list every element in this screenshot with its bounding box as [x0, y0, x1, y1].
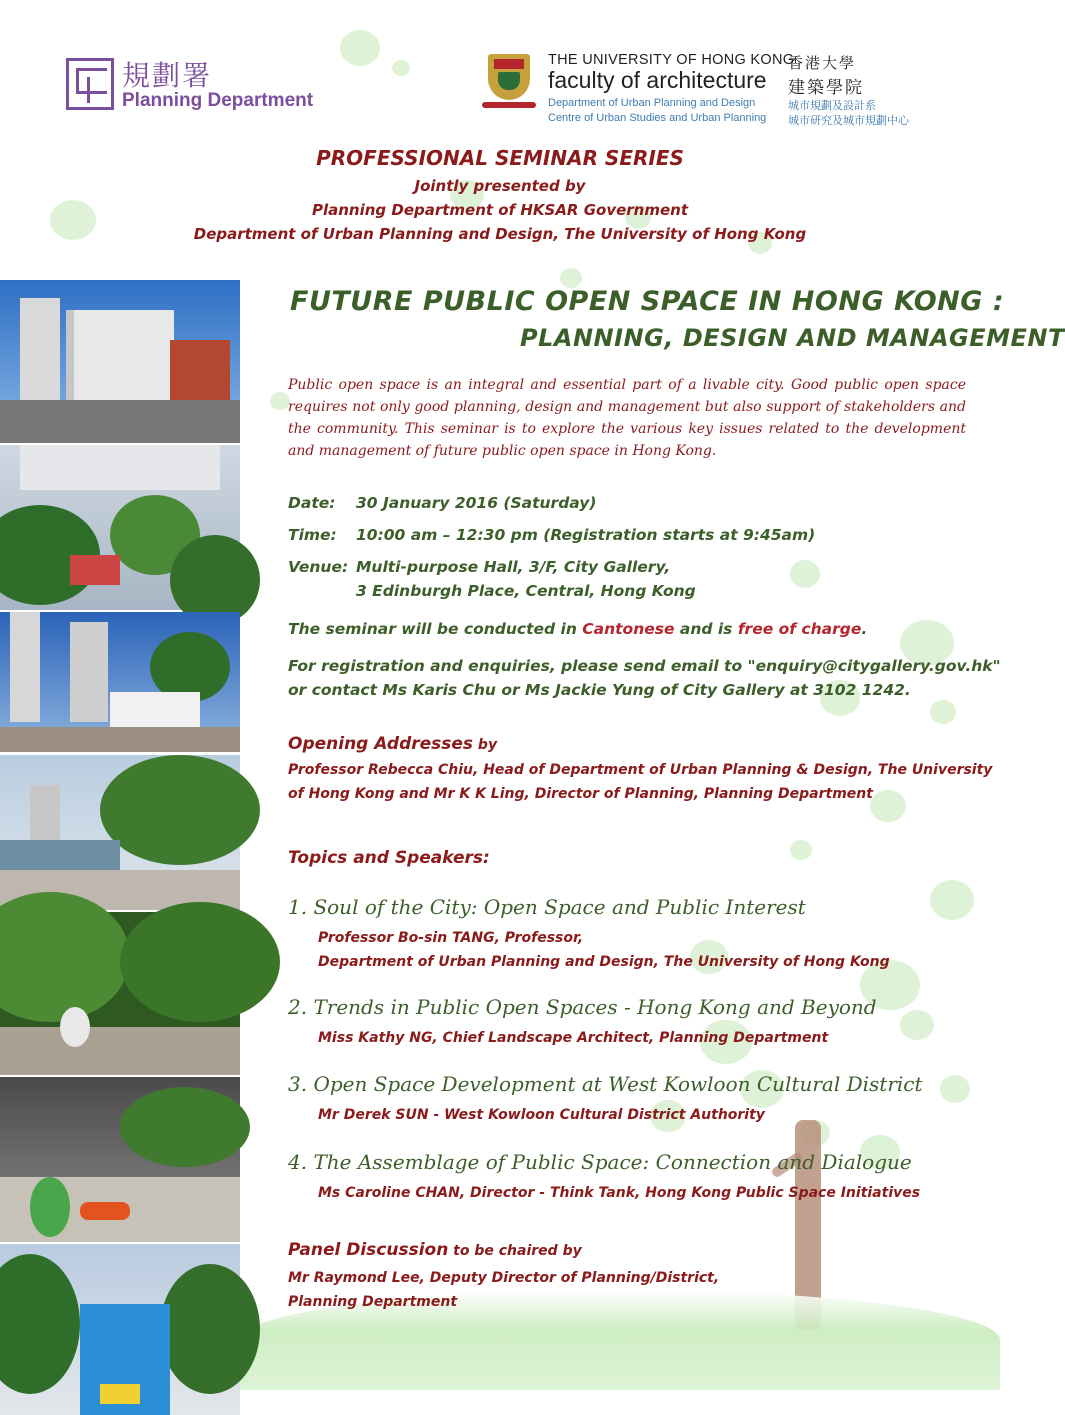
topic-1-title: 1. Soul of the City: Open Space and Public Interest [288, 895, 806, 919]
language-text-end: . [861, 620, 868, 638]
venue-line-2: 3 Edinburgh Place, Central, Hong Kong [356, 582, 696, 600]
topics-heading: Topics and Speakers: [288, 848, 490, 868]
panel-chair-line-2: Planning Department [288, 1294, 458, 1310]
photo-building [0, 280, 240, 443]
hku-chinese-faculty: 建築學院 [788, 78, 864, 98]
seminar-subtitle: PLANNING, DESIGN AND MANAGEMENT [520, 324, 1065, 352]
topic-4-speaker: Ms Caroline CHAN, Director - Think Tank, Hong Kong Public Space Initiatives [318, 1185, 921, 1201]
registration-line-1: For registration and enquiries, please send email to "enquiry@citygallery.gov.hk" [288, 657, 1001, 675]
opening-line-2: of Hong Kong and Mr K K Ling, Director of Planning, Planning Department [288, 786, 873, 802]
date-label: Date: [288, 494, 336, 512]
opening-heading-suffix: by [473, 737, 498, 753]
venue-label: Venue: [288, 558, 349, 576]
language-text-mid: and is [674, 620, 738, 638]
hku-chinese-name: 香港大學 [788, 54, 857, 72]
language-text: The seminar will be conducted in [288, 620, 583, 638]
topic-2-title: 2. Trends in Public Open Spaces - Hong Kong and Beyond [288, 995, 877, 1019]
time-value: 10:00 am – 12:30 pm (Registration starts at 9:45am) [356, 526, 816, 544]
presenter-2: Department of Urban Planning and Design, The University of Hong Kong [193, 225, 807, 243]
panel-heading [288, 1240, 582, 1260]
hku-department: Department of Urban Planning and Design [548, 97, 756, 109]
pd-logo-mark-icon [66, 58, 114, 110]
topic-2-speaker: Miss Kathy NG, Chief Landscape Architect, Planning Department [318, 1030, 829, 1046]
series-title: PROFESSIONAL SEMINAR SERIES [316, 146, 684, 170]
topic-3-title: 3. Open Space Development at West Kowloon Cultural District [288, 1072, 923, 1096]
hku-centre: Centre of Urban Studies and Urban Planning [548, 112, 767, 124]
seminar-title: FUTURE PUBLIC OPEN SPACE IN HONG KONG : [290, 286, 1005, 317]
language-value: Cantonese [582, 620, 675, 638]
date-value: 30 January 2016 (Saturday) [356, 494, 597, 512]
panel-chair-line-1: Mr Raymond Lee, Deputy Director of Planning/District, [288, 1270, 720, 1286]
jointly-presented: Jointly presented by [414, 177, 586, 195]
hku-crest-ribbon-icon [482, 102, 536, 108]
opening-line-1: Professor Rebecca Chiu, Head of Department of Urban Planning & Design, The University [288, 762, 993, 778]
photo-park [0, 445, 240, 610]
opening-heading [288, 734, 497, 754]
pd-chinese-name: 規劃署 [122, 59, 213, 92]
venue-line-1: Multi-purpose Hall, 3/F, City Gallery, [356, 558, 671, 576]
venue-row-2 [288, 582, 696, 600]
photo-track [0, 1244, 240, 1415]
topic-4-title: 4. The Assemblage of Public Space: Connection and Dialogue [288, 1150, 912, 1174]
seminar-intro: Public open space is an integral and essential part of a livable city. Good public open space requires not only good planning, design and management but also support of stakeholders and the community. This seminar is to explore the various key issues related to the development and management of future public open space in Hong Kong. [288, 377, 966, 459]
photo-plaza [0, 612, 240, 752]
hku-chinese-centre: 城市研究及城市規劃中心 [788, 114, 909, 127]
pd-english-name: Planning Department [122, 90, 314, 111]
language-row [288, 620, 867, 638]
date-row [288, 494, 596, 512]
hku-faculty-name: faculty of architecture [548, 67, 767, 93]
time-label: Time: [288, 526, 337, 544]
time-row [288, 526, 815, 544]
photo-seating [0, 1077, 240, 1242]
topic-1-speaker-affiliation: Department of Urban Planning and Design, The University of Hong Kong [318, 954, 890, 970]
venue-row [288, 558, 670, 576]
presenter-1: Planning Department of HKSAR Government [311, 201, 689, 219]
hku-chinese-department: 城市規劃及設計系 [788, 99, 876, 112]
topic-1-speaker: Professor Bo-sin TANG, Professor, [318, 930, 584, 946]
panel-heading-text: Panel Discussion [288, 1240, 449, 1260]
hku-crest-icon [488, 54, 530, 100]
hku-name: THE UNIVERSITY OF HONG KONG [548, 52, 795, 68]
photo-garden [0, 912, 240, 1075]
panel-heading-suffix: to be chaired by [448, 1243, 582, 1259]
topic-3-speaker: Mr Derek SUN - West Kowloon Cultural District Authority [318, 1107, 765, 1123]
photo-promenade [0, 755, 240, 910]
fee-value: free of charge [737, 620, 862, 638]
opening-heading-text: Opening Addresses [288, 734, 474, 754]
registration-line-2: or contact Ms Karis Chu or Ms Jackie Yung of City Gallery at 3102 1242. [288, 681, 911, 699]
